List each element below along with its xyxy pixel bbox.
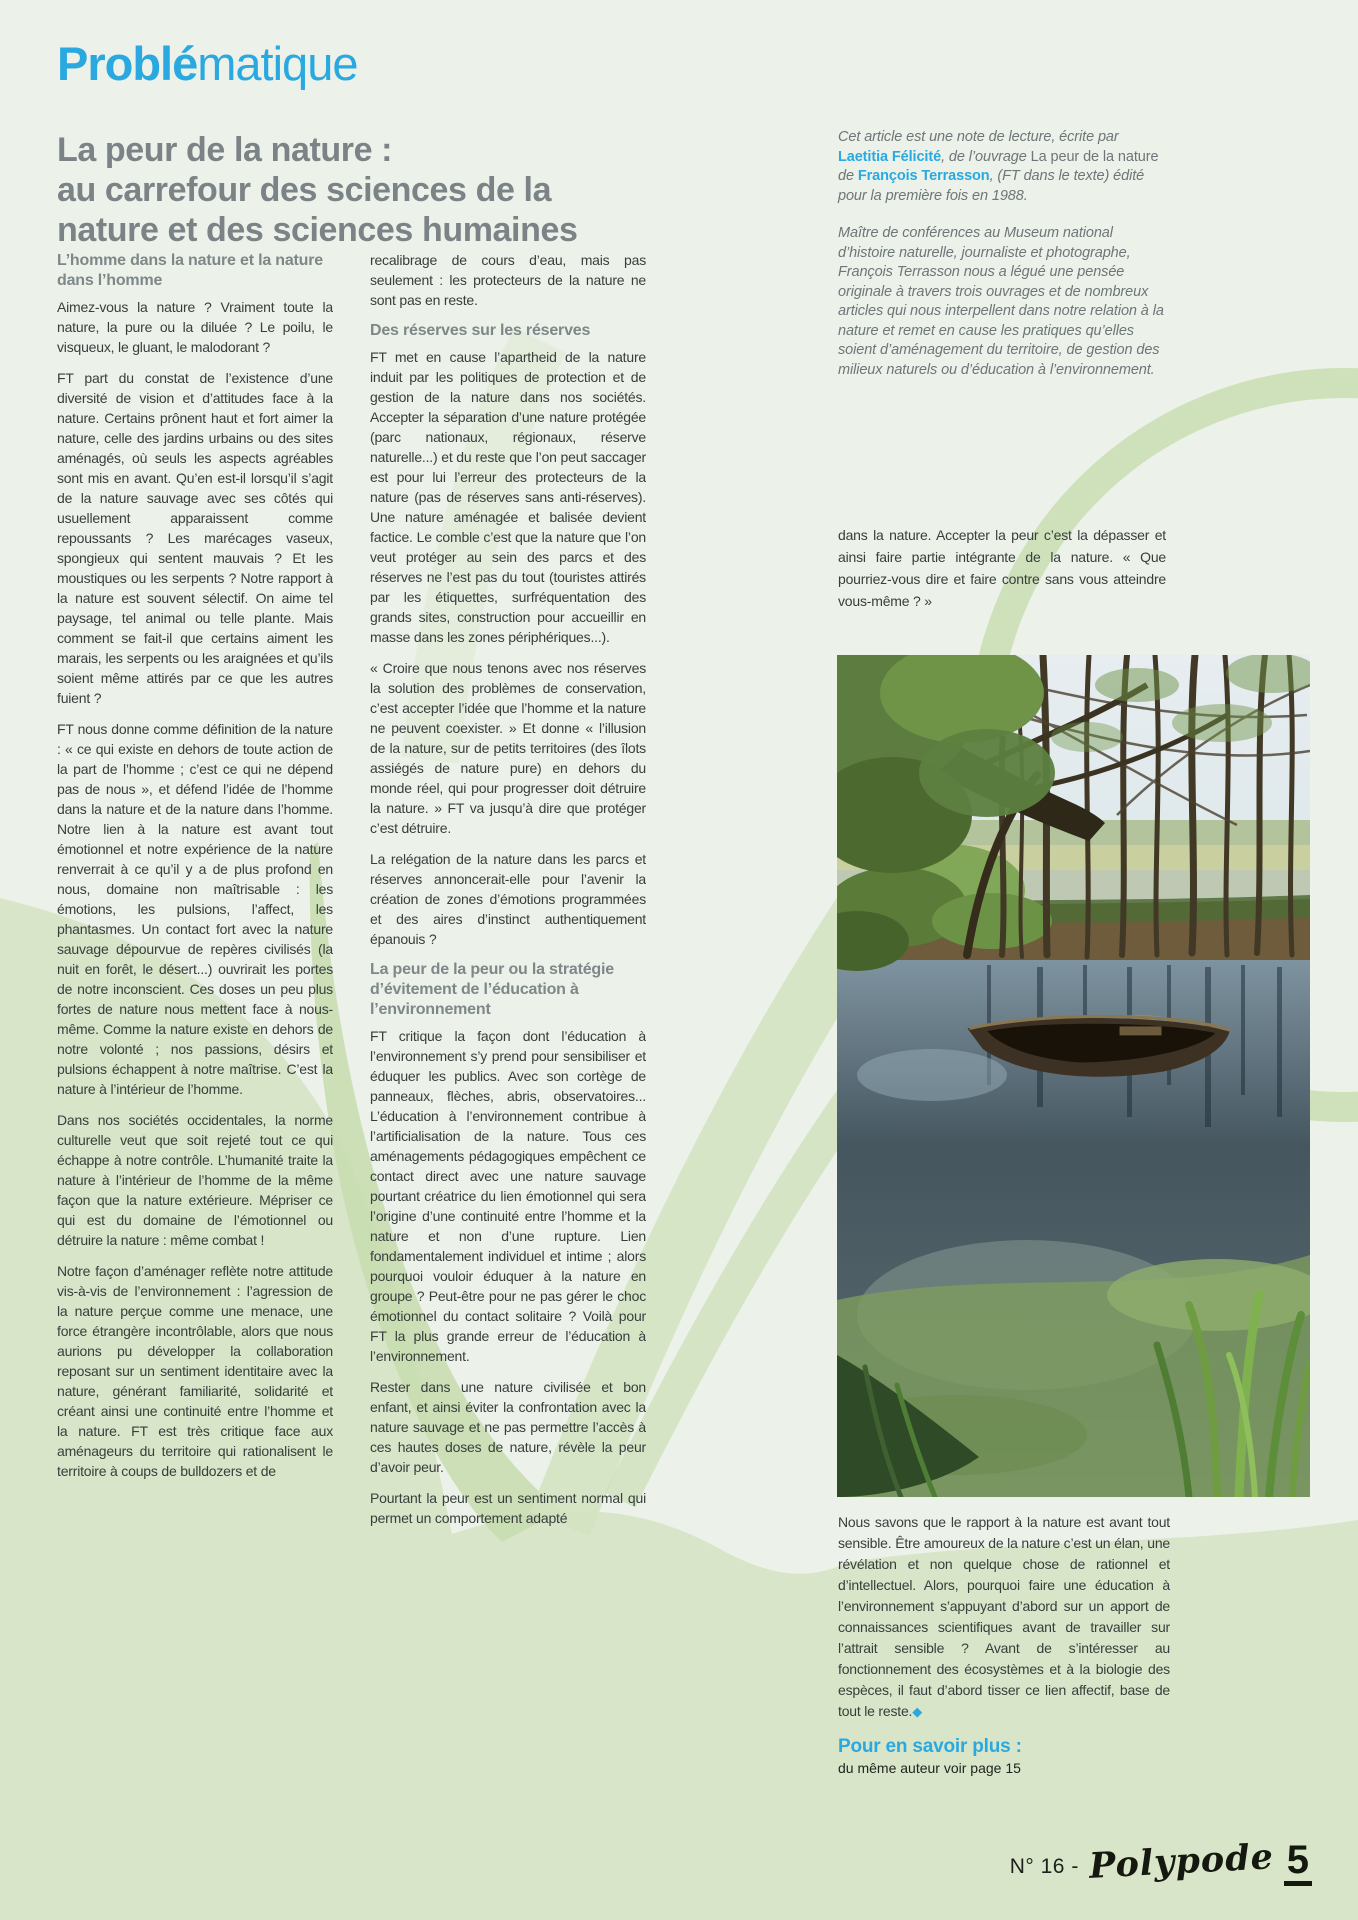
intro-paragraph-2: Maître de conférences au Museum national d’histoire naturelle, journaliste et photographe, François Terrasson nous a légué une pensée originale à travers trois ouvrages et de nombreux articles qui nous interpellent dans notre relation à la nature et remet en cause les pratiques qu’elles soient d’aménagement du territoire, de gestion des milieux naturels ou d’éducation à l’environnement. — [838, 225, 1164, 378]
page-title-line2: au carrefour des sciences de la — [57, 171, 552, 209]
column1-paragraph: Notre façon d’aménager reflète notre attitude vis-à-vis de l’environnement : l’agression de la nature perçue comme une menace, une force étrangère incontrôlable, alors que nous aurions pu développer la collaboration reposant sur un sentiment identitaire avec la nature, générant familiarité, solidarité et créant ainsi une continuité entre l’homme et la nature. FT est très critique face aux aménageurs du territoire qui rationalisent le territoire à coups de bulldozers et de — [57, 1263, 333, 1479]
column1-paragraph: FT part du constat de l’existence d’une diversité de vision et d’attitudes face à la nature. Certains prônent haut et fort aimer la nature, celle des jardins urbains ou des sites aménagés, où seuls les aspects agréables sont mis en avant. Qu’en est-il lorsqu’il s’agit de la nature sauvage avec ses côtés qui usuellement apparaissent comme repoussants ? Les marécages vaseux, spongieux qui sentent mauvais ? Et les moustiques ou les serpents ? Notre rapport à la nature est souvent sélectif. On aime tel paysage, tel animal ou telle plante. Mais comment se fait-il que certains aiment les marais, les serpents ou les araignées et qu’ils soient même attirés par ce que les autres fuient ? — [57, 370, 333, 706]
intro-note — [838, 128, 1164, 398]
column2-paragraph: FT critique la façon dont l’éducation à l’environnement s’y prend pour sensibiliser et éduquer les publics. Avec son cortège de panneaux, flèches, abris, observatoires... L’éducation à l’environnement contribue à l’artificialisation de la nature. Tous ces aménagements pédagogiques empêchent ce contact direct avec une nature sauvage pourtant créatrice du lien émotionnel qui sera l’origine d’une continuité entre l’homme et la nature et non d’une rupture. Lien fondamentalement individuel et intime ; alors pourquoi vouloir éduquer à la nature en groupe ? Peut-être pour ne pas gérer le choc émotionnel du contact solitaire ? Voilà pour FT la plus grande erreur de l’éducation à l’environnement. — [370, 1028, 646, 1364]
article-column-1 — [57, 250, 333, 1895]
column1-subhead: L’homme dans la nature et la nature dans l’homme — [57, 252, 323, 289]
article-column-2 — [370, 250, 646, 1915]
section-label — [57, 37, 358, 90]
column2-paragraph: Rester dans une nature civilisée et bon enfant, et ainsi éviter la confrontation avec la nature sauvage et ne pas permettre l’accès à ces hautes doses de nature, révèle la peur d’avoir peur. — [370, 1379, 646, 1475]
know-more-title: Pour en savoir plus : — [838, 1736, 1022, 1757]
column2-paragraph: Pourtant la peur est un sentiment normal qui permet un comportement adapté — [370, 1490, 646, 1526]
page-footer — [1009, 1836, 1312, 1887]
magazine-logo: Polypode — [1087, 1836, 1275, 1887]
know-more-subtext: du même auteur voir page 15 — [838, 1760, 1021, 1776]
pond-photo — [837, 655, 1310, 1497]
column2-subhead-peur: La peur de la peur ou la stratégie d’évitement de l’éducation à l’environnement — [370, 961, 614, 1018]
column1-paragraph: FT nous donne comme définition de la nature : « ce qui existe en dehors de toute action de la part de l’homme ; c’est ce qui ne dépend pas de nous », et défend l’idée de l’homme dans la nature et de la nature dans l’homme. Notre lien à la nature est avant tout émotionnel et notre expérience de la nature renverrait à ce qu’il y a de plus profond en nous, domaine non maîtrisable : les émotions, les pulsions, l’affect, les phantasmes. Un contact fort avec la nature sauvage dépourvue de repères civilisés (la nuit en forêt, le désert...) ouvrirait les portes de notre inconscient. Ces doses un peu plus fortes de nature nous mettent face à nous-même. Comme la nature existe en dehors de notre volonté ; nos passions, désirs et pulsions échappent à notre maîtrise. C’est la nature à l’intérieur de l’homme. — [57, 721, 333, 1097]
column2-paragraph: recalibrage de cours d’eau, mais pas seulement : les protecteurs de la nature ne sont pas en reste. — [370, 252, 646, 308]
intro-text: Cet article est une note de lecture, écrite par — [838, 129, 1119, 145]
column2-paragraph: « Croire que nous tenons avec nos réserves la solution des problèmes de conservation, c’est accepter l’idée que l’homme et la nature ne peuvent coexister. » Et donne « l’illusion de la nature, sur de petits territoires (des îlots assiégés de nature pure) en dehors du monde réel, qui pour progresser doit détruire la nature. » FT va jusqu’à dire que protéger c’est détruire. — [370, 660, 646, 836]
book-title: La peur de la nature — [1030, 148, 1159, 165]
section-label-light: matique — [197, 37, 358, 90]
column3-closing — [838, 1512, 1170, 1776]
page-number: 5 — [1284, 1840, 1312, 1886]
column2-paragraph: FT met en cause l’apartheid de la nature induit par les politiques de protection et de gestion de la nature dans nos sociétés. Accepter la séparation d’une nature protégée (parc nationaux, régionaux, réserve naturelle...) et du reste que l’on peut saccager est pour lui l’erreur des protecteurs de la nature (pas de réserves sans anti-réserves). Une nature aménagée et balisée devient factice. Le comble c’est que la nature que l’on veut protéger au sein des parcs et des réserves ne l’est pas du tout (touristes attirés par les étiquettes, surfréquentation des grands sites, construction pour accueillir en masse dans les zones périphériques...). — [370, 349, 646, 645]
author-name: François Terrasson — [857, 168, 990, 184]
column1-paragraph: Aimez-vous la nature ? Vraiment toute la nature, la pure ou la diluée ? Le poilu, le visqueux, le gluant, le malodorant ? — [57, 299, 333, 355]
intro-text: , de l’ouvrage — [941, 148, 1031, 165]
column3-paragraph: dans la nature. Accepter la peur c’est la dépasser et ainsi faire partie intégrante de la nature. « Que pourriez-vous dire et faire contre sans vous atteindre vous-même ? » — [838, 527, 1166, 609]
page-title — [57, 130, 578, 250]
column3-final-paragraph — [838, 1512, 1170, 1722]
author-name: Laetitia Félicité — [838, 148, 942, 165]
intro-paragraph-1 — [838, 128, 1164, 206]
issue-number: N° 16 - — [1009, 1855, 1079, 1878]
column3-continuation — [838, 524, 1166, 612]
column1-paragraph: Dans nos sociétés occidentales, la norme culturelle veut que soit rejeté tout ce qui échappe à notre contrôle. L’humanité traite la nature à l’intérieur de l’homme de la même façon que la nature extérieure. Mépriser ce qui est du domaine de l’émotionnel ou détruire la nature : même combat ! — [57, 1112, 333, 1248]
intro-text: , (FT dans le texte) édité pour la première fois en 1988. — [838, 168, 1145, 204]
closing-text: Nous savons que le rapport à la nature est avant tout sensible. Être amoureux de la nature c’est un élan, une révélation et non quelque chose de rationnel et d’intellectuel. Alors, pourquoi faire une éducation à l’environnement s’appuyant d’abord sur un apport de connaissances scientifiques avant de travailler sur l’attrait sensible ? Avant de s’intéresser au fonctionnement des écosystèmes et à la biologie des espèces, il faut d’abord tisser ce lien affectif, base de tout le reste. — [838, 1514, 1170, 1719]
column2-paragraph: La relégation de la nature dans les parcs et réserves annoncerait-elle pour l’avenir la création de zones d’émotions programmées et des aires d’instinct authentiquement épanouis ? — [370, 851, 646, 947]
page-title-line1: La peur de la nature : — [57, 131, 393, 169]
end-diamond-icon: ◆ — [912, 1704, 923, 1719]
column2-subhead-reserves: Des réserves sur les réserves — [370, 322, 591, 339]
section-label-bold: Problé — [57, 37, 198, 90]
intro-text: de — [838, 168, 858, 184]
page-title-line3: nature et des sciences humaines — [57, 211, 578, 249]
